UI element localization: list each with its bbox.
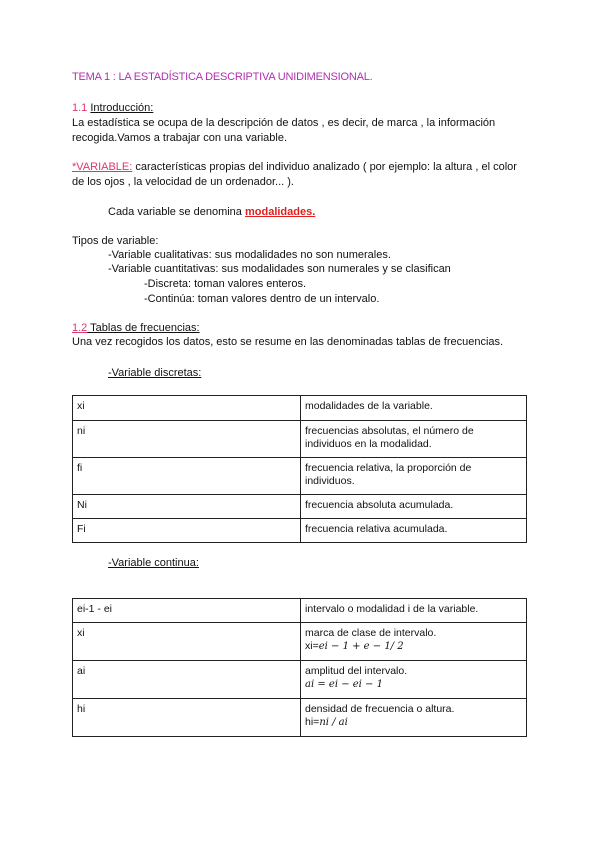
variable-text: características propias del individuo analizado ( por ejemplo: la altura , el color bbox=[132, 161, 517, 173]
continuous-table bbox=[72, 598, 527, 737]
formula: ni / ai bbox=[319, 717, 348, 728]
table-row bbox=[73, 421, 527, 458]
value-line: marca de clase de intervalo. bbox=[305, 627, 437, 639]
formula-line bbox=[305, 678, 522, 691]
table-key: Fi bbox=[73, 519, 301, 543]
table-key: Ni bbox=[73, 495, 301, 519]
variable-label: *VARIABLE: bbox=[72, 161, 133, 173]
formula-line bbox=[305, 640, 522, 653]
intro-line-2: recogida.Vamos a trabajar con una variable. bbox=[72, 132, 288, 144]
tipo-cualitativa: -Variable cualitativas: sus modalidades no son numerales. bbox=[108, 249, 391, 261]
formula-prefix: xi= bbox=[305, 640, 319, 652]
section-title: Tablas de frecuencias: bbox=[87, 322, 200, 334]
formula: ei − 1 + e − 1/ 2 bbox=[318, 641, 404, 652]
table-value bbox=[301, 421, 527, 458]
table-value bbox=[301, 519, 527, 543]
value-line: frecuencia relativa, la proporción de bbox=[305, 462, 472, 474]
table-value bbox=[301, 623, 527, 661]
document-title: TEMA 1 : LA ESTADÍSTICA DESCRIPTIVA UNIDIMENSIONAL. bbox=[72, 71, 373, 83]
table-key: ei-1 - ei bbox=[73, 599, 301, 623]
section-1-1-heading bbox=[72, 101, 153, 116]
value-line: individuos. bbox=[305, 475, 355, 487]
intro-line-1: La estadística se ocupa de la descripción de datos , es decir, de marca , la información bbox=[72, 117, 496, 129]
table-row bbox=[73, 599, 527, 623]
table-row bbox=[73, 661, 527, 699]
table-key: xi bbox=[73, 396, 301, 421]
variable-definition-line-2: de los ojos , la velocidad de un ordenador... ). bbox=[72, 176, 294, 188]
table-key: xi bbox=[73, 623, 301, 661]
table-value bbox=[301, 458, 527, 495]
modalidades-line bbox=[108, 205, 315, 220]
section-1-2-heading bbox=[72, 321, 200, 336]
discrete-table bbox=[72, 395, 527, 543]
table-row bbox=[73, 458, 527, 495]
table-key: ni bbox=[73, 421, 301, 458]
formula-line bbox=[305, 716, 522, 729]
section-number: 1.2 bbox=[72, 322, 88, 334]
value-line: frecuencia absoluta acumulada. bbox=[305, 499, 454, 511]
table-key: hi bbox=[73, 699, 301, 737]
value-line: densidad de frecuencia o altura. bbox=[305, 703, 455, 715]
table-row bbox=[73, 495, 527, 519]
tipo-continua: -Continúa: toman valores dentro de un intervalo. bbox=[144, 293, 380, 305]
table-value bbox=[301, 661, 527, 699]
table-row bbox=[73, 396, 527, 421]
table-row bbox=[73, 519, 527, 543]
table-value bbox=[301, 599, 527, 623]
table-key: ai bbox=[73, 661, 301, 699]
value-line: frecuencia relativa acumulada. bbox=[305, 523, 448, 535]
value-line: frecuencias absolutas, el número de bbox=[305, 425, 474, 437]
table-row bbox=[73, 623, 527, 661]
formula-prefix: hi= bbox=[305, 716, 320, 728]
table-value bbox=[301, 699, 527, 737]
tipos-heading: Tipos de variable: bbox=[72, 235, 159, 247]
table-value bbox=[301, 396, 527, 421]
continuous-heading: -Variable continua: bbox=[108, 557, 199, 569]
table-value bbox=[301, 495, 527, 519]
tipo-discreta: -Discreta: toman valores enteros. bbox=[144, 278, 307, 290]
discrete-heading: -Variable discretas: bbox=[108, 367, 202, 379]
tipo-cuantitativa: -Variable cuantitativas: sus modalidades son numerales y se clasifican bbox=[108, 263, 451, 275]
modalidades-prefix: Cada variable se denomina bbox=[108, 206, 245, 218]
value-line: individuos en la modalidad. bbox=[305, 438, 432, 450]
section-title: Introducción: bbox=[90, 102, 154, 114]
variable-definition-line-1 bbox=[72, 160, 517, 175]
modalidades-term: modalidades. bbox=[244, 206, 316, 218]
formula: ai = ei − ei − 1 bbox=[305, 679, 383, 690]
section-number: 1.1 bbox=[72, 102, 88, 114]
table-key: fi bbox=[73, 458, 301, 495]
tablas-intro: Una vez recogidos los datos, esto se resume en las denominadas tablas de frecuencias. bbox=[72, 336, 504, 348]
value-line: intervalo o modalidad i de la variable. bbox=[305, 603, 479, 615]
value-line: modalidades de la variable. bbox=[305, 400, 433, 412]
value-line: amplitud del intervalo. bbox=[305, 665, 408, 677]
table-row bbox=[73, 699, 527, 737]
